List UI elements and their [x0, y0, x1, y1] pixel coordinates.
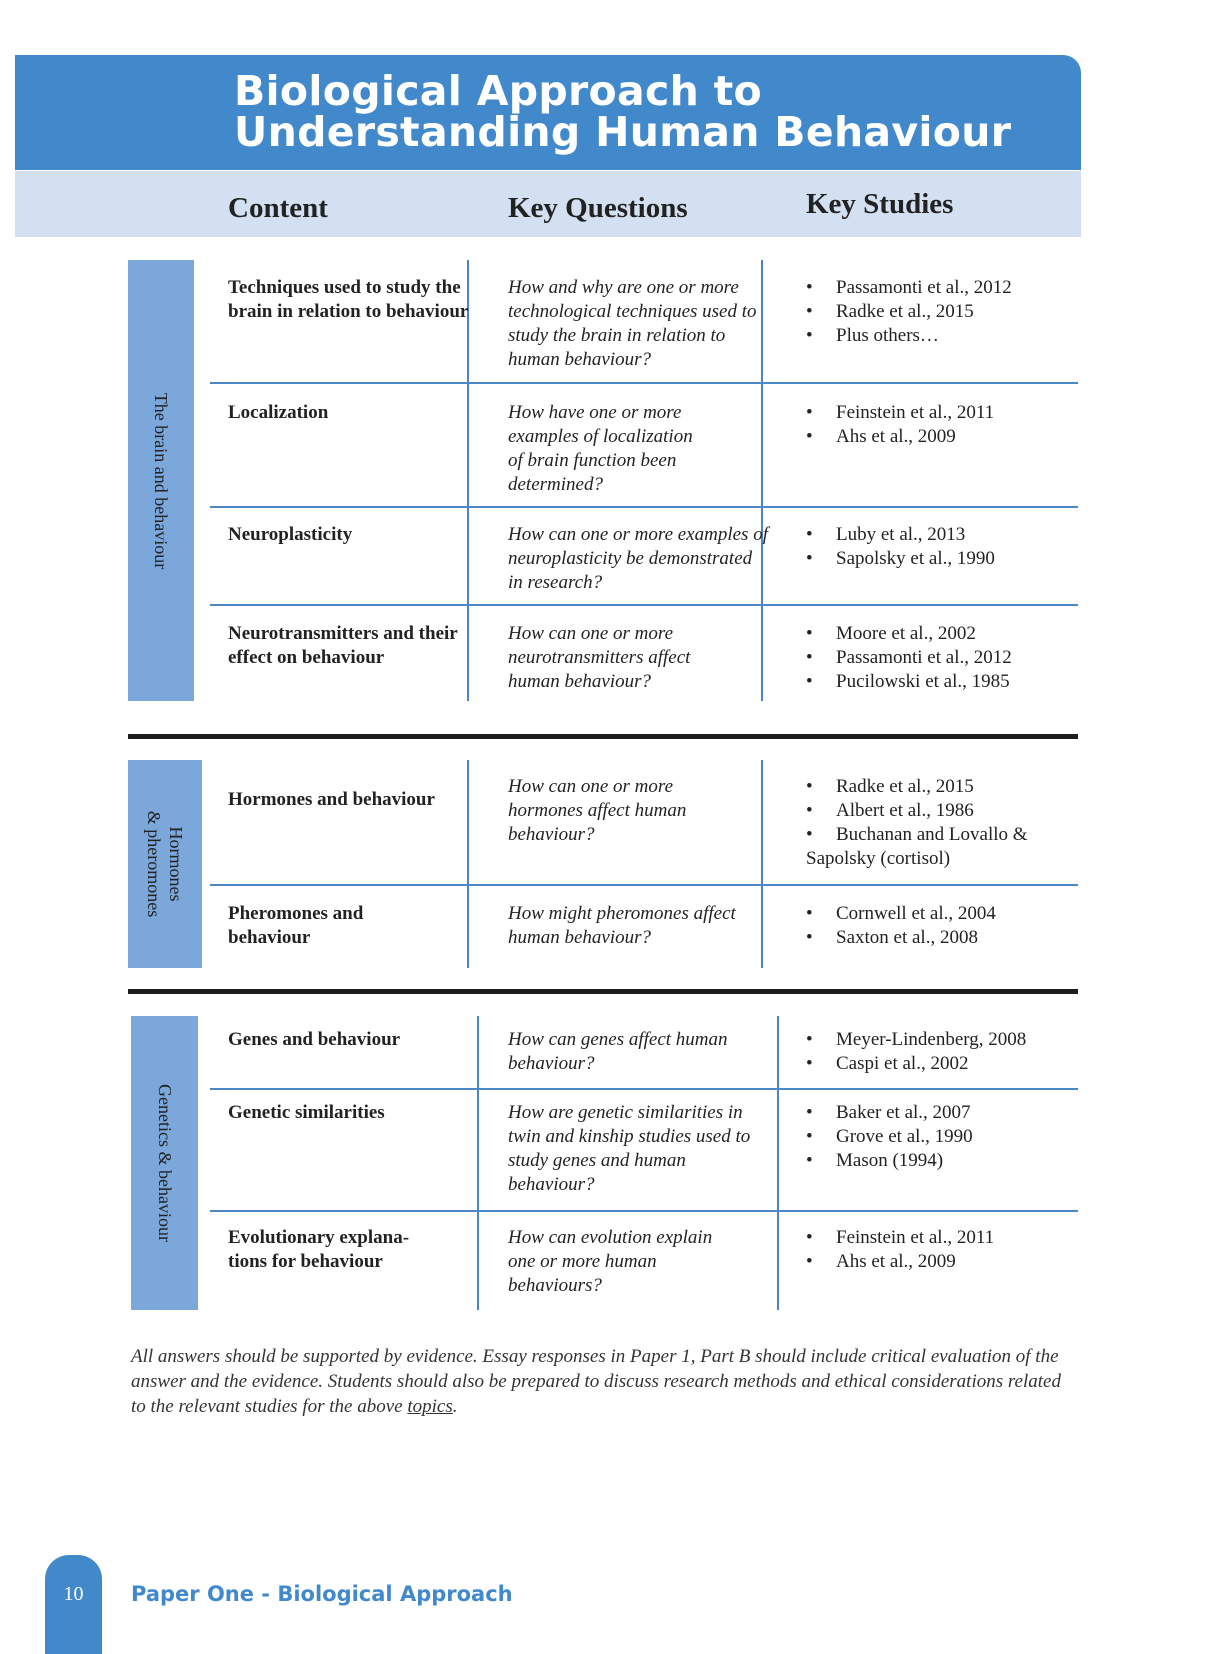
page-title-line2: Understanding Human Behaviour — [234, 108, 1012, 156]
study-item: • Cornwell et al., 2004 — [806, 902, 1076, 926]
studies-list — [806, 1226, 1076, 1274]
title-banner — [15, 55, 1081, 170]
section-side-label — [128, 260, 194, 701]
row-divider — [210, 506, 1078, 508]
question-cell: How can one or more neurotransmitters affect human behaviour? — [508, 623, 691, 692]
content-cell: Hormones and behaviour — [228, 789, 435, 810]
section-side-label — [131, 1016, 198, 1310]
page-number-tab — [45, 1555, 102, 1654]
section-hormones-and-pheromones — [0, 760, 1216, 968]
column-divider — [477, 1016, 479, 1310]
question-cell: How might pheromones affect human behaviour? — [508, 903, 736, 948]
content-cell: Evolutionary explana-tions for behaviour — [228, 1227, 410, 1272]
studies-list — [806, 523, 1076, 571]
study-item: • Saxton et al., 2008 — [806, 926, 1076, 950]
study-item: • Buchanan and Lovallo & — [806, 823, 1076, 847]
section-brain-and-behaviour — [0, 260, 1216, 701]
section-label — [143, 811, 187, 917]
row-divider — [210, 382, 1078, 384]
column-header-key-studies: Key Studies — [806, 188, 954, 220]
study-item: • Passamonti et al., 2012 — [806, 646, 1076, 670]
study-item: • Luby et al., 2013 — [806, 523, 1076, 547]
question-cell: How have one or more examples of localization of brain function been determined? — [508, 402, 693, 495]
column-header-key-questions: Key Questions — [508, 192, 688, 224]
study-item: • Mason (1994) — [806, 1149, 1076, 1173]
footnote-end: . — [452, 1396, 458, 1417]
study-item: • Albert et al., 1986 — [806, 799, 1076, 823]
study-item: • Passamonti et al., 2012 — [806, 276, 1076, 300]
studies-list — [806, 1028, 1076, 1076]
footnote-text: All answers should be supported by evidence. Essay responses in Paper 1, Part B should include critical evaluation of the answer and the evidence. Students should also be prepared to discuss research methods and ethical considerations related to the relevant studies for the above — [131, 1346, 1061, 1417]
study-item: • Feinstein et al., 2011 — [806, 1226, 1076, 1250]
row-divider — [210, 604, 1078, 606]
section-side-label — [128, 760, 202, 968]
study-item: • Ahs et al., 2009 — [806, 425, 1076, 449]
study-item-continued: Sapolsky (cortisol) — [806, 848, 951, 869]
row-divider — [210, 884, 1078, 886]
study-item: • Meyer-Lindenberg, 2008 — [806, 1028, 1076, 1052]
study-item: • Moore et al., 2002 — [806, 622, 1076, 646]
section-divider — [128, 989, 1078, 994]
section-label: Genetics & behaviour — [154, 1084, 175, 1242]
section-label-line1: Hormones — [166, 826, 186, 902]
study-item: • Ahs et al., 2009 — [806, 1250, 1076, 1274]
footnote — [131, 1344, 1071, 1419]
section-divider — [128, 734, 1078, 739]
question-cell: How can genes affect human behaviour? — [508, 1029, 728, 1074]
page-title — [234, 67, 1012, 156]
content-cell: Techniques used to study the brain in relation to behaviour — [228, 277, 469, 322]
page-number: 10 — [63, 1583, 84, 1605]
study-item: • Plus others… — [806, 324, 1076, 348]
section-label-line2: & pheromones — [144, 810, 164, 918]
studies-list — [806, 401, 1076, 449]
row-divider — [210, 1210, 1078, 1212]
column-divider — [777, 1016, 779, 1310]
question-cell: How can one or more hormones affect human behaviour? — [508, 776, 687, 845]
study-item: • Feinstein et al., 2011 — [806, 401, 1076, 425]
content-cell: Genes and behaviour — [228, 1029, 401, 1050]
footer-title: Paper One - Biological Approach — [131, 1582, 513, 1606]
study-item: • Sapolsky et al., 1990 — [806, 547, 1076, 571]
study-item: • Grove et al., 1990 — [806, 1125, 1076, 1149]
content-cell: Pheromones and behaviour — [228, 903, 364, 948]
studies-list — [806, 276, 1076, 348]
topics-link[interactable]: topics — [407, 1396, 453, 1417]
content-cell: Genetic similarities — [228, 1102, 385, 1123]
column-divider — [761, 760, 763, 968]
studies-list — [806, 775, 1076, 871]
studies-list — [806, 1101, 1076, 1173]
study-item: • Radke et al., 2015 — [806, 775, 1076, 799]
study-item: • Radke et al., 2015 — [806, 300, 1076, 324]
question-cell: How can evolution explain one or more human behaviours? — [508, 1227, 713, 1296]
column-header-content: Content — [228, 192, 328, 224]
row-divider — [210, 1088, 1078, 1090]
content-cell: Localization — [228, 402, 329, 423]
studies-list — [806, 902, 1076, 950]
section-genetics-and-behaviour — [0, 1016, 1216, 1310]
studies-list — [806, 622, 1076, 694]
study-item: • Baker et al., 2007 — [806, 1101, 1076, 1125]
study-item: • Caspi et al., 2002 — [806, 1052, 1076, 1076]
question-cell: How can one or more examples of neuroplasticity be demonstrated in research? — [508, 524, 768, 593]
content-cell: Neurotransmitters and their effect on behaviour — [228, 623, 458, 668]
page-title-line1: Biological Approach to — [234, 67, 763, 115]
content-cell: Neuroplasticity — [228, 524, 353, 545]
question-cell: How are genetic similarities in twin and kinship studies used to study genes and human behaviour? — [508, 1102, 751, 1195]
question-cell: How and why are one or more technological techniques used to study the brain in relation to human behaviour? — [508, 277, 757, 370]
column-header-band — [15, 171, 1081, 237]
section-label: The brain and behaviour — [151, 392, 171, 569]
study-item: • Pucilowski et al., 1985 — [806, 670, 1076, 694]
